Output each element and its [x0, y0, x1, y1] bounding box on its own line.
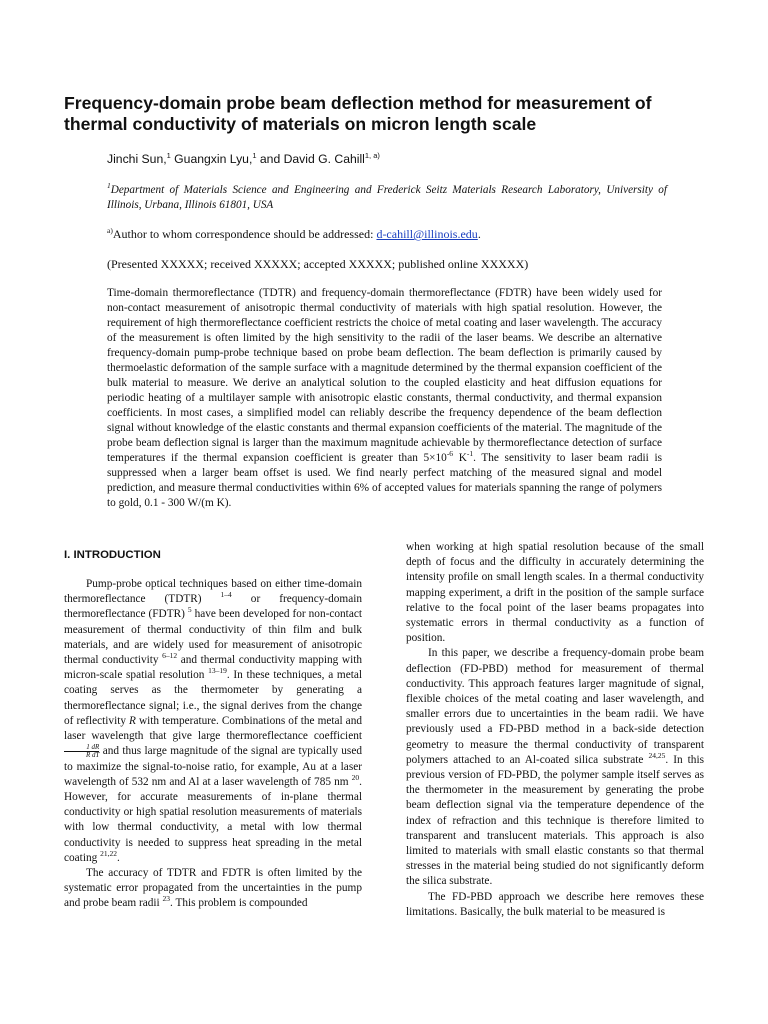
- paragraph-text: . However, for accurate measurements of in-plane thermal conductivity or high spatial resolution measurements of materials with low thermal conductivity, a metal with low thermal conductivity is needed to suppress heat spreading in the metal coating: [64, 775, 362, 864]
- paragraph-continued: when working at high spatial resolution because of the small depth of focus and the difficulty in accurately determining the intensity profile on small length scales. In a thermal conductivity mapping experiment, a drift in the position of the sample surface relative to the focal point of the laser beams propagates into systematic errors in thermal conductivity as a function of position.: [406, 541, 704, 645]
- abstract-text: Time-domain thermoreflectance (TDTR) and frequency-domain thermoreflectance (FDTR) have been widely used for non-contact measurement of anisotropic thermal conductivity of materials with high spatial resolution. However, the requirement of high thermoreflectance coefficient restricts the choice of metal coating and laser wavelength. The accuracy of the measurement is often limited by the high sensitivity to the radii of the laser beams. We describe an alternative frequency-domain pump-probe technique based on probe beam deflection. The beam deflection is primarily caused by thermoelastic deformation of the sample surface with a magnitude determined by the thermal expansion coefficient of the bulk material to measure. We derive an analytical solution to the coupled elasticity and heat diffusion equations for periodic heating of a multilayer sample with anisotropic elastic constants, thermal conductivity, and thermal expansion coefficients. In most cases, a simplified model can reliably describe the frequency dependence of the beam deflection signal without knowledge of the elastic constants and thermal expansion coefficients of the material. The magnitude of the probe beam deflection signal is larger than the maximum magnitude achievable by thermoreflectance detection of surface temperatures if the thermal expansion coefficient is greater than 5×10: [107, 287, 662, 464]
- paragraph-text: have been developed for non-contact measurement of thermal conductivity of thin film and bulk materials, and are widely used for measurement of anisotropic thermal conductivity: [64, 608, 362, 667]
- paragraph: The FD-PBD approach we describe here removes these limitations. Basically, the bulk material to be measured is: [406, 890, 704, 918]
- abstract-text: K: [453, 452, 467, 464]
- abstract-exponent: -1: [466, 449, 474, 458]
- abstract: [107, 286, 662, 511]
- citation: 1–4: [220, 590, 232, 600]
- fraction-denominator: dT: [92, 751, 100, 760]
- paper-title: Frequency-domain probe beam deflection method for measurement of thermal conductivity of materials on micron length scale: [64, 93, 652, 134]
- paragraph-text: . This problem is compounded: [170, 897, 308, 910]
- citation: 20: [351, 772, 360, 782]
- citation: 23: [162, 894, 170, 904]
- author-list: [107, 151, 667, 167]
- paragraph-text: or frequency-domain thermoreflectance (FDTR): [64, 593, 362, 621]
- math-variable: R: [129, 714, 136, 727]
- author-name: and David G. Cahill: [256, 152, 365, 166]
- abstract-text: . The sensitivity to laser beam radii is suppressed when a larger beam offset is used. We find nearly perfect matching of the measured signal and model prediction, and measure thermal conductivities within 6% of accepted values for materials spanning the range of polymers to gold, 0.1 - 300 W/(m K).: [107, 452, 662, 509]
- citation: 24,25: [648, 750, 666, 760]
- left-column: [64, 540, 362, 912]
- citation: 13–19: [208, 666, 227, 676]
- section-heading-introduction: I. INTRODUCTION: [64, 549, 161, 561]
- citation: 21,22: [100, 848, 117, 858]
- fraction-numerator: dR: [91, 743, 100, 752]
- correspondence-text: Author to whom correspondence should be addressed:: [112, 227, 377, 241]
- author-affiliation-mark: 1: [166, 151, 171, 160]
- paragraph-text: . In these techniques, a metal coating serves as the thermometer by generating a thermoreflectance signal; i.e., the signal derives from the change of reflectivity: [64, 669, 362, 727]
- fraction-denominator: R: [86, 751, 91, 760]
- paragraph-text: and thermal conductivity mapping with micron-scale spatial resolution: [64, 654, 362, 682]
- paragraph-text: Pump-probe optical techniques based on either time-domain thermoreflectance (TDTR): [64, 578, 362, 606]
- author-affiliation-mark: 1: [252, 151, 257, 160]
- paragraph-text: and thus large magnitude of the signal are typically used to maximize the signal-to-noise ratio, for example, Au at a laser wavelength of 532 nm and Al at a laser wavelength of 785 nm: [64, 745, 362, 788]
- publication-dates: (Presented XXXXX; received XXXXX; accepted XXXXX; published online XXXXX): [107, 257, 529, 271]
- abstract-exponent: -6: [446, 449, 454, 458]
- paragraph-text: with temperature. Combinations of the metal and laser wavelength that give large thermoreflectance coefficient: [64, 714, 362, 743]
- paragraph-text: The accuracy of TDTR and FDTR is often limited by the systematic error propagated from the uncertainties in the pump and probe beam radii: [64, 866, 362, 910]
- correspondence-end: .: [477, 227, 481, 241]
- paragraph-text: .: [116, 851, 120, 864]
- correspondence-note: [107, 226, 667, 242]
- fraction-numerator: 1: [86, 743, 90, 752]
- paragraph-text: . In this previous version of FD-PBD, the polymer sample itself serves as the thermometer in the measurement by generating the probe beam deflection signal via the temperature dependence of the index of refraction and this technique is therefore limited to transparent and translucent materials. This approach is also limited to materials with small elastic constants so that thermal stresses in the material being studied do not significantly deform the silica substrate.: [406, 753, 704, 888]
- citation: 5: [187, 605, 192, 615]
- paragraph: [64, 577, 362, 866]
- right-column: [406, 540, 704, 920]
- author-name: Jinchi Sun,: [107, 152, 167, 166]
- correspondence-email-link[interactable]: d-cahill@illinois.edu: [376, 227, 478, 241]
- paragraph: [64, 866, 362, 912]
- affiliation: [107, 183, 667, 213]
- author-affiliation-mark: 1, a): [364, 151, 380, 160]
- correspondence-mark: a): [107, 226, 113, 235]
- affiliation-text: Department of Materials Science and Engineering and Frederick Seitz Materials Research Laboratory, University of Illinois, Urbana, Illinois 61801, USA: [107, 184, 667, 211]
- citation: 6–12: [162, 651, 178, 661]
- paragraph: [406, 646, 704, 889]
- paragraph-text: In this paper, we describe a frequency-domain probe beam deflection (FD-PBD) method for measurement of thermal conductivity. This approach features larger magnitude of signal, flexible choices of the metal coating and laser wavelength, and smaller errors due to uncertainties in the beam radii. We have previously used a FD-PBD method in a back-side detection geometry to measure the thermal conductivity of transparent polymers attached to an Al-coated silica substrate: [406, 647, 704, 766]
- author-name: Guangxin Lyu,: [170, 152, 253, 166]
- affiliation-mark: 1: [107, 181, 111, 190]
- math-fraction: [64, 744, 99, 759]
